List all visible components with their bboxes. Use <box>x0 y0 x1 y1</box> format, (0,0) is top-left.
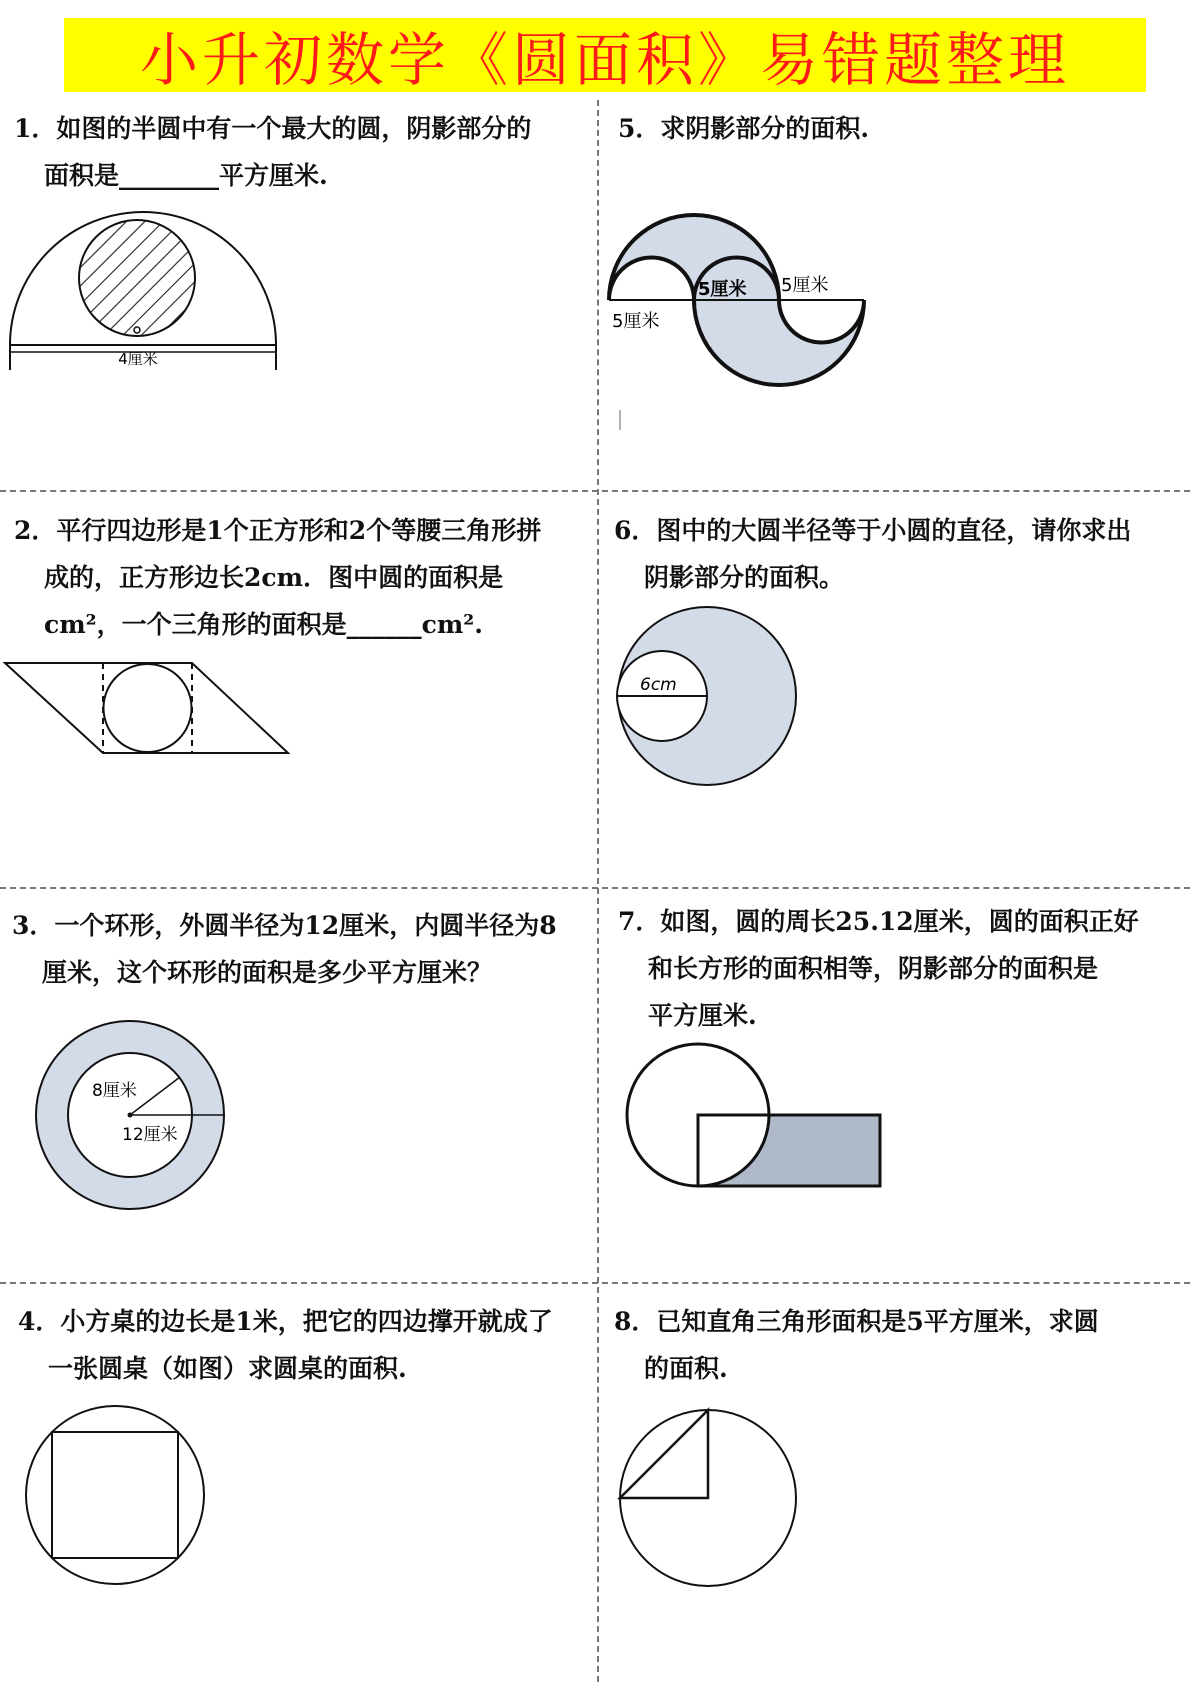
problem-7-line2: 和长方形的面积相等，阴影部分的面积是 <box>648 954 1099 983</box>
problem-3-label-outer: 12厘米 <box>122 1125 178 1145</box>
problem-6-line2: 阴影部分的面积。 <box>644 563 845 592</box>
problem-7-text <box>618 898 1139 1039</box>
problem-7-figure <box>620 1035 890 1195</box>
problem-5-line1: 求阴影部分的面积. <box>660 114 870 143</box>
problem-6-text <box>614 507 1131 601</box>
problem-number: 5． <box>618 114 661 143</box>
problem-8-text <box>614 1298 1099 1392</box>
problem-5-label-a: 5厘米 <box>698 279 747 300</box>
problem-3-figure <box>30 1015 230 1215</box>
problem-number: 6． <box>614 516 657 545</box>
problem-number: 1． <box>14 114 57 143</box>
problem-2-line1: 平行四边形是1个正方形和2个等腰三角形拼 <box>56 516 542 545</box>
problem-4-text <box>18 1298 553 1392</box>
row-divider-2 <box>0 887 1190 889</box>
problem-3-line2: 厘米，这个环形的面积是多少平方厘米？ <box>42 958 493 987</box>
problem-3-label-inner: 8厘米 <box>92 1081 137 1101</box>
problem-6-label: 6cm <box>640 675 677 695</box>
row-divider-3 <box>0 1282 1190 1284</box>
problem-1-text <box>14 105 531 199</box>
center-point <box>134 327 140 333</box>
problem-4-line1: 小方桌的边长是1米，把它的四边撑开就成了 <box>60 1307 553 1336</box>
problem-number: 2． <box>14 516 57 545</box>
parallelogram <box>5 663 288 753</box>
problem-5-label-b: 5厘米 <box>781 275 829 296</box>
problem-3-line1: 一个环形，外圆半径为12厘米，内圆半径为8 <box>54 911 557 940</box>
problem-2-text <box>14 507 541 648</box>
page-title: 小升初数学《圆面积》易错题整理 <box>64 18 1146 92</box>
inscribed-square <box>52 1432 178 1558</box>
lower-shaded-region <box>694 258 864 386</box>
problem-1-line2: 面积是________平方厘米. <box>44 161 328 190</box>
center-point <box>128 1113 133 1118</box>
inscribed-circle <box>104 664 192 752</box>
problem-number: 4． <box>18 1307 61 1336</box>
problem-4-figure <box>20 1400 210 1590</box>
problem-1-line1: 如图的半圆中有一个最大的圆，阴影部分的 <box>56 114 532 143</box>
problem-2-line2: 成的，正方形边长2cm．图中圆的面积是 <box>44 563 504 592</box>
problem-5-figure <box>600 215 890 445</box>
problem-1-figure <box>0 200 290 380</box>
row-divider-1 <box>0 490 1190 492</box>
problem-2-line3: cm²，一个三角形的面积是______cm². <box>44 610 483 639</box>
problem-number: 8． <box>614 1307 657 1336</box>
shaded-circle <box>79 220 195 336</box>
problem-8-figure <box>618 1408 808 1598</box>
problem-8-line2: 的面积. <box>644 1354 728 1383</box>
problem-6-line1: 图中的大圆半径等于小圆的直径，请你求出 <box>656 516 1132 545</box>
problem-8-line1: 已知直角三角形面积是5平方厘米，求圆 <box>656 1307 1099 1336</box>
right-triangle <box>620 1410 708 1498</box>
problem-1-label: 4厘米 <box>118 350 158 368</box>
problem-3-text <box>12 902 557 996</box>
column-divider <box>597 100 599 1682</box>
problem-7-line1: 如图，圆的周长25.12厘米，圆的面积正好 <box>660 907 1139 936</box>
problem-5-label-c: 5厘米 <box>612 311 660 332</box>
problem-number: 3． <box>12 911 55 940</box>
problem-6-figure <box>610 602 810 792</box>
problem-2-figure <box>0 655 300 765</box>
problem-4-line2: 一张圆桌（如图）求圆桌的面积. <box>48 1354 407 1383</box>
problem-5-text <box>618 105 869 152</box>
problem-number: 7． <box>618 907 661 936</box>
problem-7-line3: 平方厘米. <box>648 1001 757 1030</box>
